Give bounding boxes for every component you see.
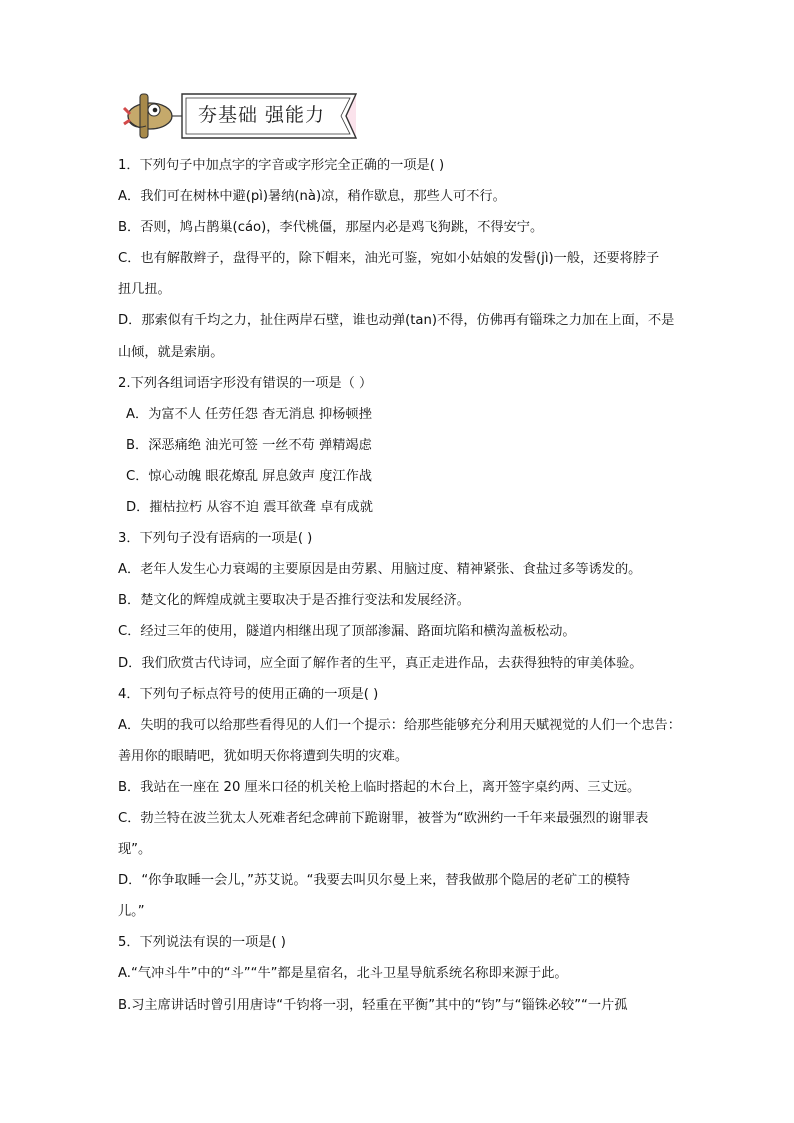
question-1-option-c: C．也有解散辫子，盘得平的，除下帽来，油光可鉴，宛如小姑娘的发髻(jì)一般，还要将脖子 [118, 251, 660, 267]
question-4-option-d: D．“你争取睡一会儿，”苏艾说。“我要去叫贝尔曼上来，替我做那个隐居的老矿工的模特 [118, 873, 630, 889]
question-3-option-d: D．我们欣赏古代诗词，应全面了解作者的生平，真正走进作品，去获得独特的审美体验。 [118, 655, 643, 671]
question-1-option-d-cont: 山倾，就是索崩。 [118, 344, 224, 360]
question-1-option-c-cont: 扭几扭。 [118, 282, 171, 298]
question-2-option-a: A．为富不人 任劳任怨 杳无消息 抑杨顿挫 [126, 406, 372, 422]
question-3-option-c: C．经过三年的使用，隧道内相继出现了顶部渗漏、路面坑陷和横沟盖板松动。 [118, 624, 576, 640]
question-2-stem: 2.下列各组词语字形没有错误的一项是（ ） [118, 375, 373, 391]
question-1-option-d: D．那索似有千均之力，扯住两岸石壁，谁也动弹(tan)不得，仿佛再有锱珠之力加在上面，不是 [118, 313, 675, 329]
question-5-stem: 5．下列说法有误的一项是( ) [118, 935, 286, 951]
banner-title: 夯基础 强能力 [198, 104, 326, 126]
question-1-stem: 1．下列句子中加点字的字音或字形完全正确的一项是( ) [118, 158, 445, 173]
question-4-option-b: B．我站在一座在 20 厘米口径的机关枪上临时搭起的木台上，离开签字桌约两、三丈远。 [118, 779, 641, 795]
question-1-option-a: A．我们可在树林中避(pì)暑纳(nà)凉，稍作歇息，那些人可不行。 [118, 189, 506, 205]
question-2-option-d: D．摧枯拉朽 从容不迫 震耳欲聋 卓有成就 [126, 500, 373, 516]
question-5-option-a: A.“气冲斗牛”中的“斗”“牛”都是星宿名，北斗卫星导航系统名称即来源于此。 [118, 966, 568, 982]
section-banner [120, 90, 360, 142]
question-4-option-d-cont: 儿。” [118, 904, 145, 920]
question-5-option-b: B.习主席讲话时曾引用唐诗“千钧将一羽，轻重在平衡”其中的“钧”与“锱铢必较”“一片孤 [118, 997, 628, 1013]
question-3-stem: 3．下列句子没有语病的一项是( ) [118, 531, 313, 547]
question-4-option-a: A．失明的我可以给那些看得见的人们一个提示：给那些能够充分利用天赋视觉的人们一个忠告： [118, 717, 681, 733]
question-4-stem: 4．下列句子标点符号的使用正确的一项是( ) [118, 686, 379, 702]
question-3-option-b: B．楚文化的辉煌成就主要取决于是否推行变法和发展经济。 [118, 593, 470, 609]
question-2-option-b: B．深恶痛绝 油光可签 一丝不苟 弹精竭虑 [126, 437, 372, 453]
question-list [118, 150, 712, 1021]
question-4-option-c-cont: 现”。 [118, 842, 152, 858]
question-4-option-c: C．勃兰特在波兰犹太人死难者纪念碑前下跪谢罪，被誉为“欧洲约一千年来最强烈的谢罪表 [118, 810, 649, 826]
question-1-option-b: B．否则，鸠占鹊巢(cáo)，李代桃僵，那屋内必是鸡飞狗跳，不得安宁。 [118, 220, 544, 236]
question-2-option-c: C．惊心动魄 眼花燎乱 屏息敛声 度江作战 [126, 468, 372, 484]
question-4-option-a-cont: 善用你的眼睛吧，犹如明天你将遭到失明的灾难。 [118, 748, 409, 764]
question-3-option-a: A．老年人发生心力衰竭的主要原因是由劳累、用脑过度、精神紧张、食盐过多等诱发的。 [118, 562, 642, 578]
